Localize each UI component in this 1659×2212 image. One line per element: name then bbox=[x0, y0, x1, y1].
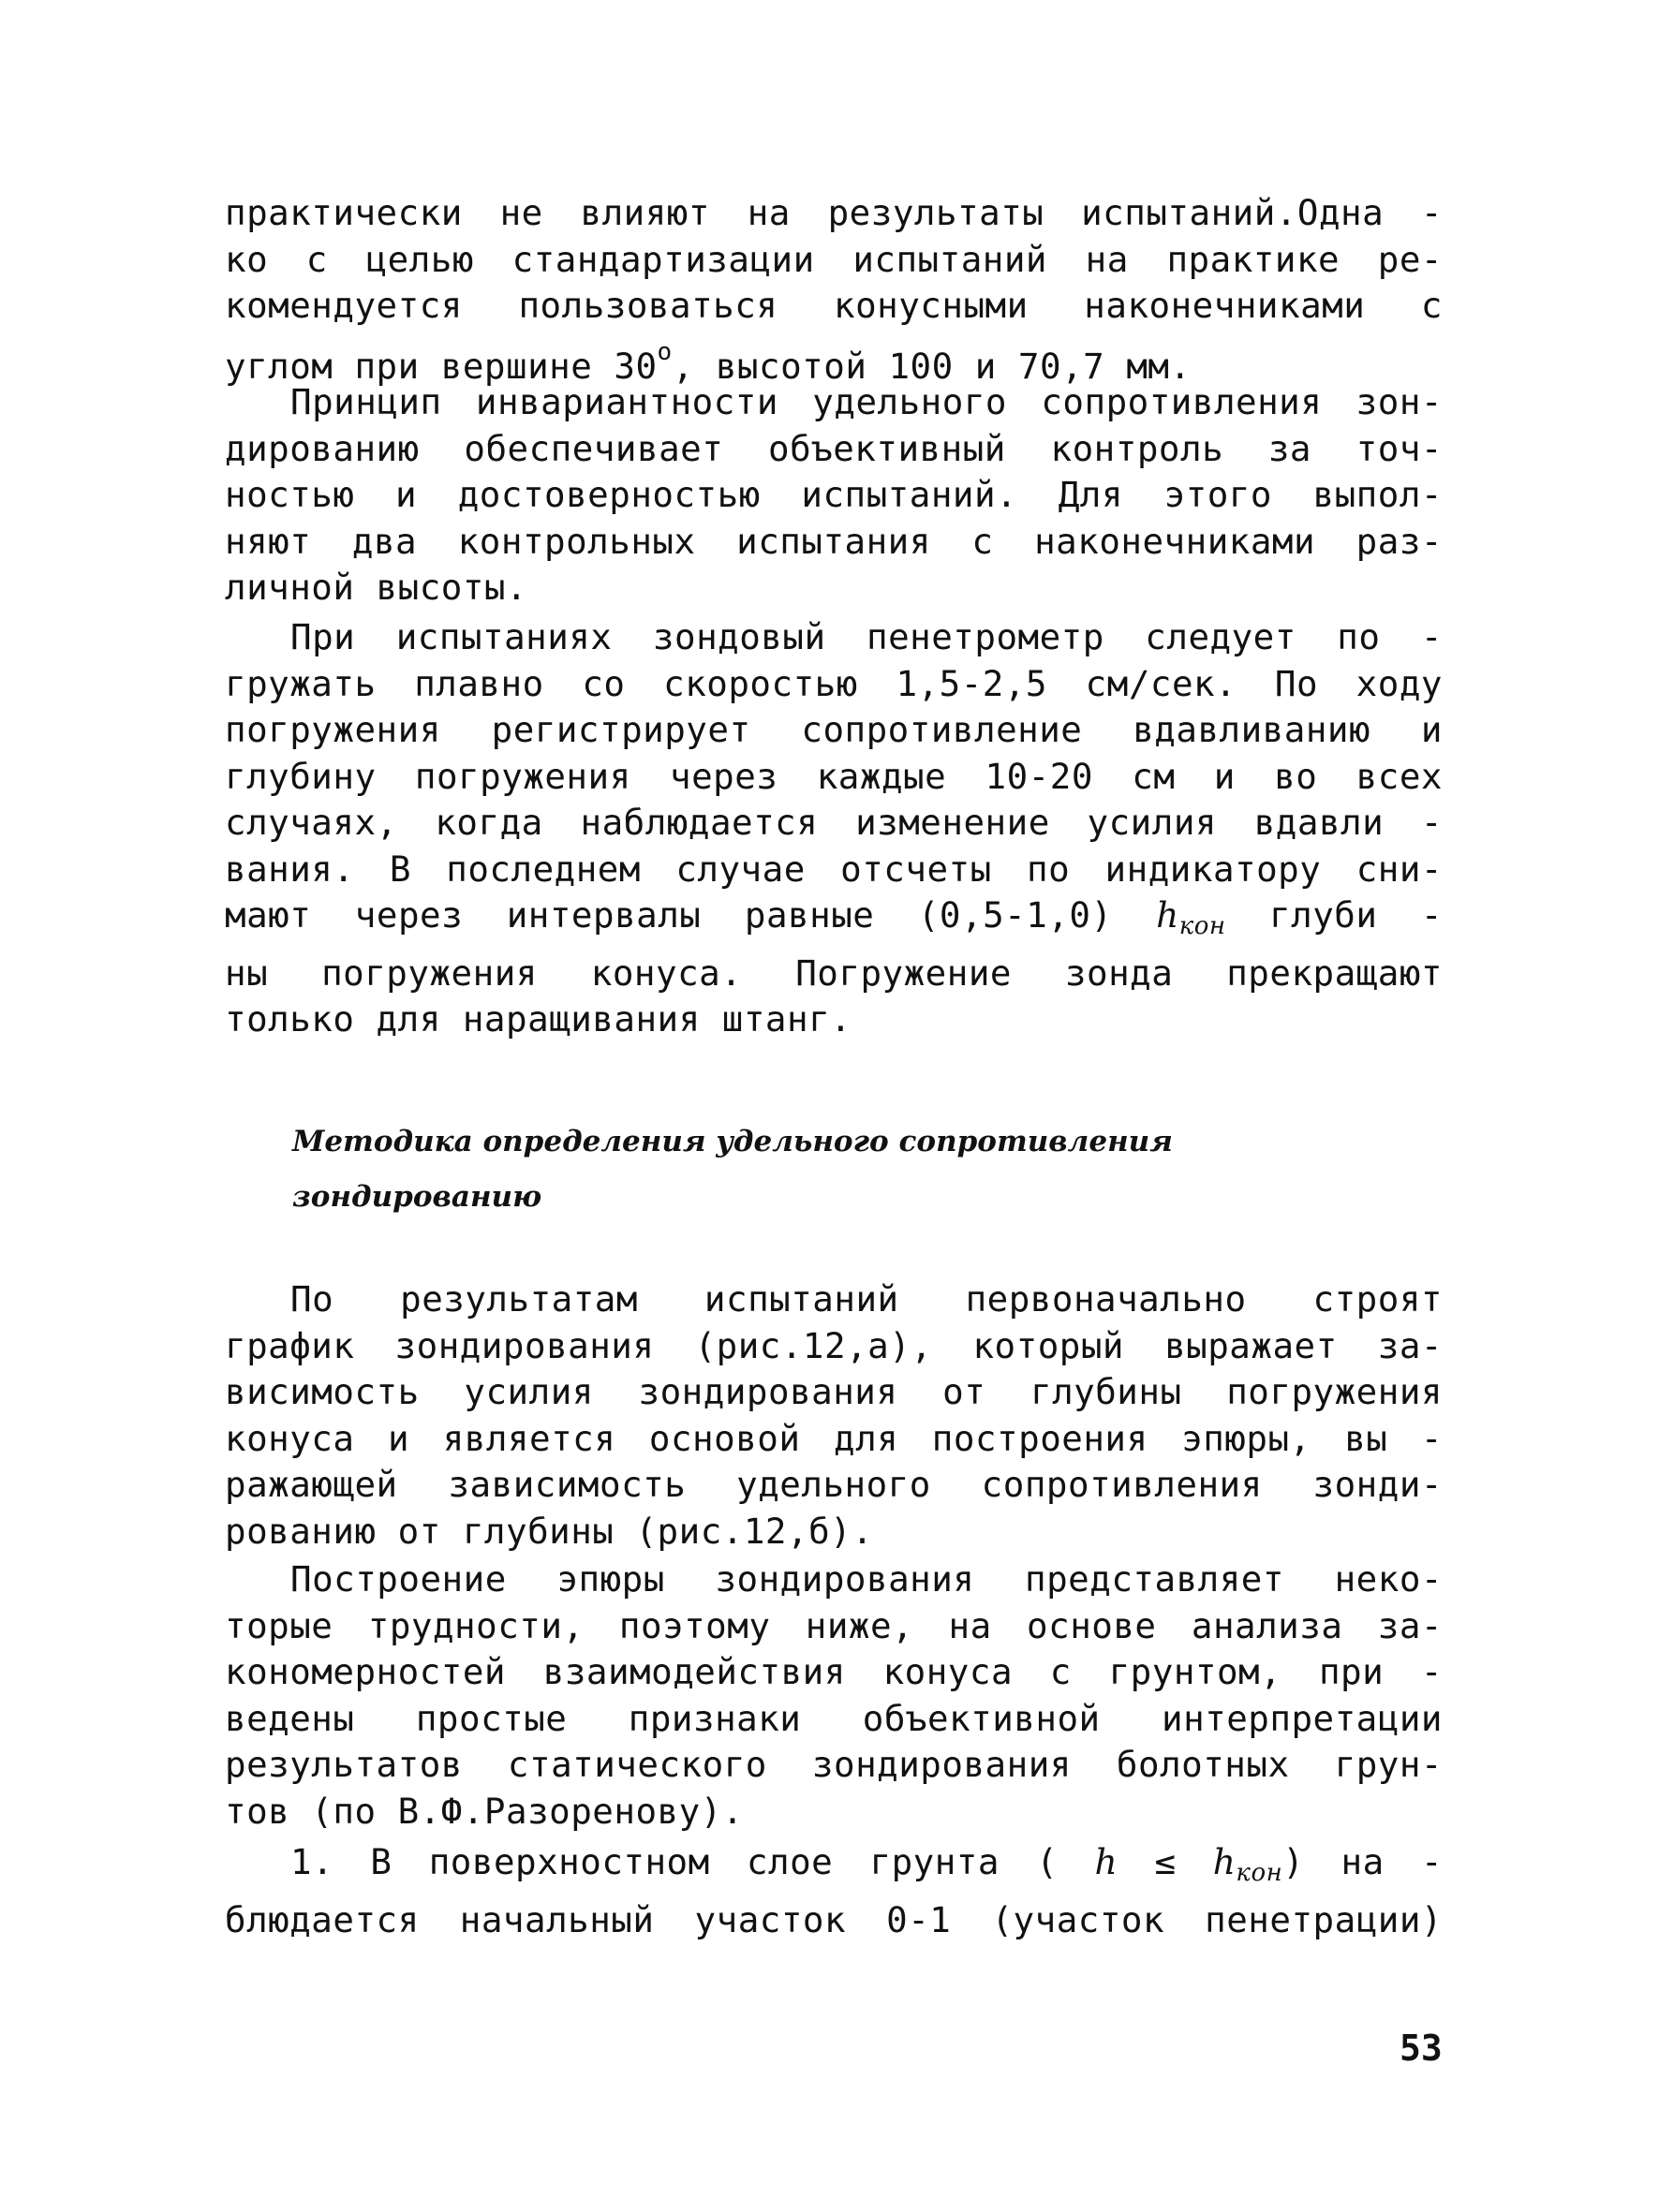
text-line: личной высоты. bbox=[225, 567, 528, 608]
text-line: няют два контрольных испытания с наконечниками раз- bbox=[225, 520, 1443, 562]
leq-symbol: ≤ bbox=[1154, 1841, 1177, 1882]
text-line: ны погружения конуса. Погружение зонда прекращают bbox=[225, 951, 1443, 994]
text-line-with-formula bbox=[225, 1839, 1443, 1897]
formula-h bbox=[1156, 894, 1226, 940]
text-line: только для наращивания штанг. bbox=[225, 998, 852, 1040]
text-line: глубину погружения через каждые 10-20 см и во всех bbox=[225, 755, 1443, 797]
text-fragment: мают через интервалы равные (0,5-1,0) bbox=[225, 894, 1113, 936]
text-fragment: ) на - bbox=[1282, 1841, 1444, 1882]
text-line: тов (по В.Ф.Разоренову). bbox=[225, 1790, 744, 1832]
text-line: комендуется пользоваться конусными наконечниками с bbox=[225, 285, 1443, 326]
paragraph-invariance-principle bbox=[225, 379, 1443, 612]
text-line: случаях, когда наблюдается изменение усилия вдавли - bbox=[225, 802, 1443, 843]
text-line: висимость усилия зондирования от глубины погружения bbox=[225, 1371, 1443, 1412]
text-fragment: глуби - bbox=[1269, 894, 1444, 936]
text-line: результатов статического зондирования болотных грун- bbox=[225, 1744, 1443, 1785]
text-line: ко с целью стандартизации испытаний на практике ре- bbox=[225, 238, 1443, 280]
section-heading bbox=[292, 1114, 1323, 1225]
text-line: По результатам испытаний первоначально строят bbox=[290, 1278, 1443, 1320]
formula-symbol: h bbox=[1156, 894, 1179, 936]
text-line: ведены простые признаки объективной интерпретации bbox=[225, 1697, 1443, 1739]
page-number: 53 bbox=[1400, 2028, 1443, 2069]
text-line: рованию от глубины (рис.12,б). bbox=[225, 1510, 874, 1552]
text-line: ностью и достоверностью испытаний. Для этого выпол- bbox=[225, 474, 1443, 515]
text-line: дированию обеспечивает объективный контроль за точ- bbox=[225, 427, 1443, 469]
text-line: кономерностей взаимодействия конуса с грунтом, при - bbox=[225, 1651, 1443, 1692]
formula-h: h bbox=[1094, 1841, 1118, 1882]
text-fragment: углом при вершине 30 bbox=[225, 345, 658, 387]
text-line: блюдается начальный участок 0-1 (участок пенетрации) bbox=[225, 1898, 1443, 1940]
text-line: ражающей зависимость удельного сопротивления зонди- bbox=[225, 1464, 1443, 1505]
paragraph-sounding-graph bbox=[225, 1276, 1443, 1555]
paragraph-item-1 bbox=[225, 1839, 1443, 1943]
text-line: Построение эпюры зондирования представляет неко- bbox=[290, 1558, 1443, 1600]
paragraph-cone-standardization bbox=[225, 190, 1443, 390]
formula-subscript: кон bbox=[1178, 912, 1226, 940]
text-line: Принцип инвариантности удельного сопротивления зон- bbox=[290, 381, 1443, 422]
text-line: конуса и является основой для построения эпюры, вы - bbox=[225, 1417, 1443, 1459]
formula-h-kon bbox=[1212, 1841, 1283, 1887]
paragraph-test-procedure bbox=[225, 614, 1443, 1043]
text-line: При испытаниях зондовый пенетрометр следует по - bbox=[290, 616, 1443, 657]
text-line: торые трудности, поэтому ниже, на основе анализа за- bbox=[225, 1604, 1443, 1646]
degree-superscript: о bbox=[657, 337, 673, 366]
text-line: практически не влияют на результаты испытаний.Одна - bbox=[225, 192, 1443, 233]
text-line: вания. В последнем случае отсчеты по индикатору сни- bbox=[225, 848, 1443, 890]
formula-symbol: h bbox=[1212, 1841, 1237, 1882]
heading-line: Методика определения удельного сопротивления bbox=[292, 1125, 1173, 1158]
text-line: график зондирования (рис.12,а), который выражает за- bbox=[225, 1324, 1443, 1366]
text-line: гружать плавно со скоростью 1,5-2,5 см/сек. По ходу bbox=[225, 662, 1443, 704]
paragraph-diagram-construction bbox=[225, 1556, 1443, 1835]
heading-line: зондированию bbox=[292, 1180, 542, 1214]
text-fragment: 1. В поверхностном слое грунта ( bbox=[290, 1841, 1059, 1882]
formula-subscript: кон bbox=[1236, 1859, 1283, 1887]
text-line-with-formula bbox=[225, 892, 1443, 951]
text-fragment: , высотой 100 и 70,7 мм. bbox=[672, 345, 1192, 387]
text-line: погружения регистрирует сопротивление вдавливанию и bbox=[225, 709, 1443, 750]
